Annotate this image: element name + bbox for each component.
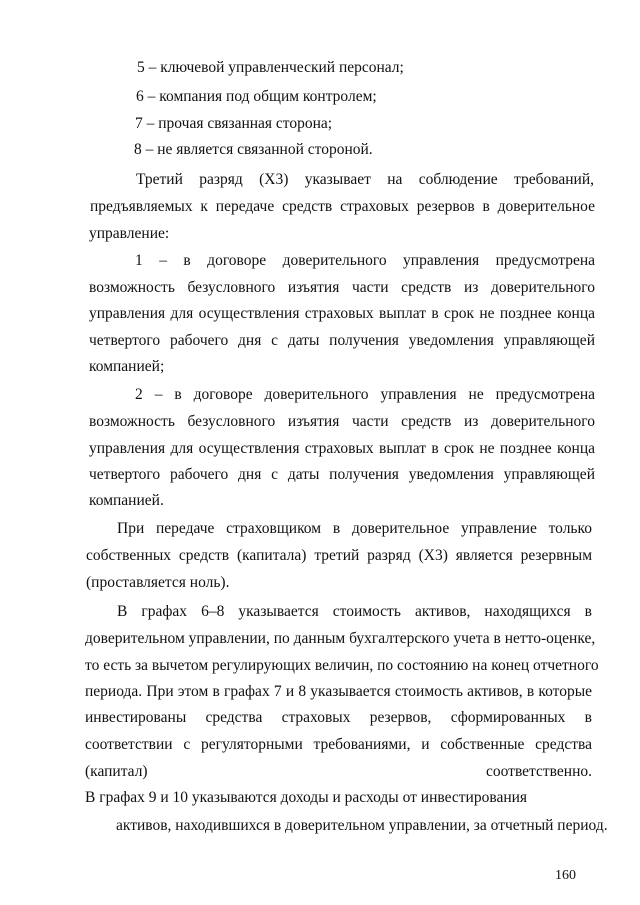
option-1-line5: компанией; bbox=[89, 358, 165, 375]
paragraph-columns-9-10-line1: активов, находившихся в доверительном управлении, за отчетный период. bbox=[116, 817, 608, 834]
paragraph-columns-6-8-line3: то есть за вычетом регулирующих величин, по состоянию на конец отчетного bbox=[85, 657, 599, 674]
option-1-line2: возможность безусловного изъятия части средств из доверительного bbox=[89, 279, 595, 296]
option-2-line5: компанией. bbox=[89, 492, 164, 509]
paragraph-own-funds-line2: собственных средств (капитала) третий разряд (Х3) является резервным bbox=[86, 547, 592, 564]
option-1-line4: четвертого рабочего дня с даты получения уведомления управляющей bbox=[89, 332, 595, 349]
paragraph-columns-6-8-line6: соответствии с регуляторными требованиями, и собственные средства bbox=[85, 736, 592, 753]
paragraph-columns-6-8-line4: периода. При этом в графах 7 и 8 указывается стоимость активов, в которые bbox=[85, 683, 592, 700]
paragraph-columns-6-8-line2: доверительном управлении, по данным бухгалтерского учета в нетто-оценке, bbox=[85, 630, 596, 647]
option-2-line2: возможность безусловного изъятия части средств из доверительного bbox=[89, 413, 595, 430]
paragraph-x3-line2: предъявляемых к передаче средств страховых резервов в доверительное bbox=[90, 198, 595, 215]
page-number: 160 bbox=[555, 868, 576, 883]
list-item-6: 6 – компания под общим контролем; bbox=[136, 88, 377, 105]
option-2-line1: 2 – в договоре доверительного управления не предусмотрена bbox=[135, 386, 595, 403]
option-1-line1: 1 – в договоре доверительного управления предусмотрена bbox=[135, 252, 595, 269]
option-2-line4: четвертого рабочего дня с даты получения уведомления управляющей bbox=[89, 466, 595, 483]
paragraph-own-funds-line1: При передаче страховщиком в доверительное управление только bbox=[117, 520, 592, 537]
paragraph-columns-6-8-line5: инвестированы средства страховых резервов, сформированных в bbox=[85, 709, 592, 726]
paragraph-columns-6-8-line7: (капитал) соответственно. bbox=[85, 763, 592, 780]
paragraph-x3-line3: управление: bbox=[89, 225, 170, 242]
list-item-5: 5 – ключевой управленческий персонал; bbox=[137, 59, 404, 76]
option-2-line3: управления для осуществления страховых выплат в срок не позднее конца bbox=[89, 440, 595, 457]
option-1-line3: управления для осуществления страховых выплат в срок не позднее конца bbox=[89, 305, 595, 322]
paragraph-x3-line1: Третий разряд (Х3) указывает на соблюдение требований, bbox=[136, 171, 594, 188]
list-item-8: 8 – не является связанной стороной. bbox=[134, 141, 373, 158]
paragraph-columns-6-8-line8: В графах 9 и 10 указываются доходы и расходы от инвестирования bbox=[85, 789, 528, 806]
list-item-7: 7 – прочая связанная сторона; bbox=[135, 115, 333, 132]
paragraph-columns-6-8-line1: В графах 6–8 указывается стоимость активов, находящихся в bbox=[117, 603, 592, 620]
paragraph-own-funds-line3: (проставляется ноль). bbox=[86, 574, 230, 591]
